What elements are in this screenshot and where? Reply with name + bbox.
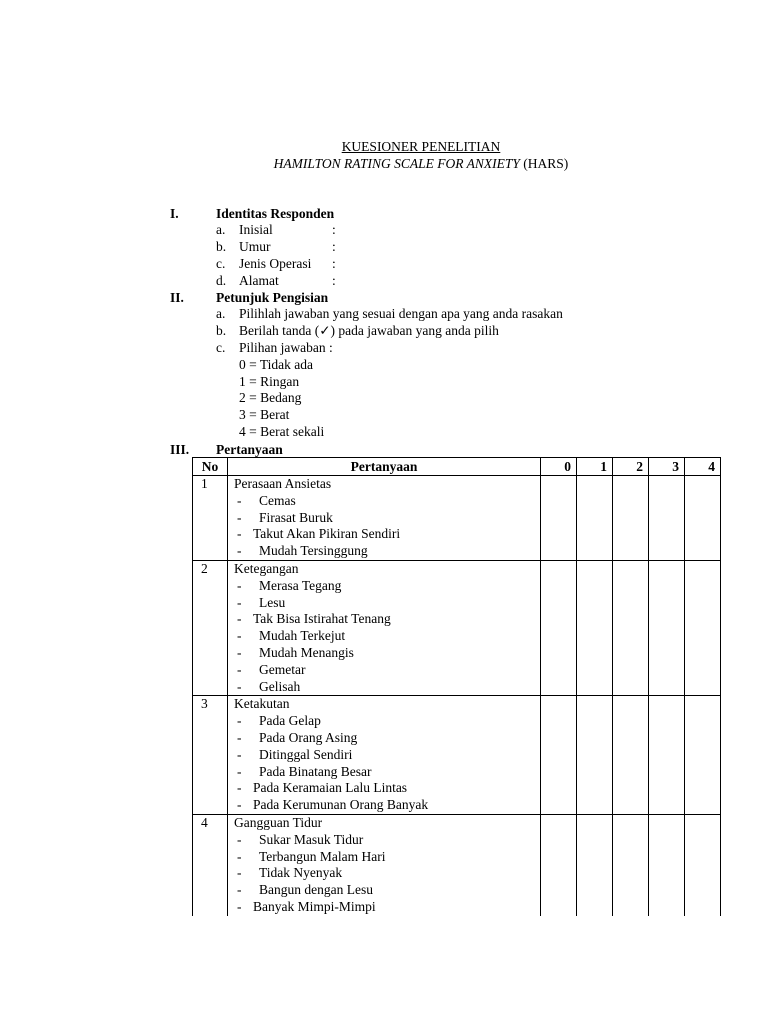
question-cell: [228, 476, 541, 561]
question-item-text: Tidak Nyenyak: [259, 865, 343, 881]
title-line-1: KUESIONER PENELITIAN: [341, 139, 501, 154]
bullet-dash-icon: -: [237, 492, 242, 508]
question-table-body: [193, 476, 721, 916]
question-item: [234, 849, 540, 866]
item-letter: b.: [216, 323, 227, 338]
item-letter: c.: [216, 340, 226, 355]
score-cell-2[interactable]: [613, 560, 649, 695]
question-item-text: Bangun dengan Lesu: [259, 882, 373, 898]
item-letter: b.: [216, 239, 227, 254]
score-cell-4[interactable]: [685, 814, 721, 915]
section-label: Identitas Responden: [216, 206, 335, 221]
score-cell-3[interactable]: [649, 560, 685, 695]
question-category: Ketakutan: [234, 696, 290, 712]
bullet-dash-icon: -: [237, 543, 242, 559]
question-item: [234, 578, 540, 595]
table-row: [193, 560, 721, 695]
score-cell-2[interactable]: [613, 814, 649, 915]
question-item-text: Tak Bisa Istirahat Tenang: [253, 611, 391, 627]
question-item: [234, 899, 540, 916]
bullet-dash-icon: -: [237, 628, 242, 644]
bullet-dash-icon: -: [237, 729, 242, 745]
score-cell-1[interactable]: [577, 696, 613, 815]
row-number: 3: [193, 696, 228, 815]
bullet-dash-icon: -: [237, 848, 242, 864]
header-score-3: 3: [649, 458, 685, 476]
header-score-4: 4: [685, 458, 721, 476]
score-cell-3[interactable]: [649, 696, 685, 815]
bullet-dash-icon: -: [237, 644, 242, 660]
score-cell-1[interactable]: [577, 476, 613, 561]
field-colon: :: [332, 222, 336, 237]
bullet-dash-icon: -: [237, 746, 242, 762]
question-item: [234, 645, 540, 662]
bullet-dash-icon: -: [237, 898, 242, 914]
title-line-2: [0, 155, 768, 172]
question-item: [234, 797, 540, 814]
header-score-1: 1: [577, 458, 613, 476]
field-colon: :: [332, 239, 336, 254]
checkmark-icon: ✓: [319, 323, 331, 338]
section-label: Pertanyaan: [216, 442, 283, 457]
section-identitas: [170, 205, 334, 222]
answer-option-4: 4 = Berat sekali: [239, 424, 325, 439]
table-row: [193, 814, 721, 915]
answer-option-0: 0 = Tidak ada: [239, 357, 313, 372]
question-item: [234, 526, 540, 543]
item-letter: a.: [216, 306, 226, 321]
question-item: [234, 628, 540, 645]
question-category: Ketegangan: [234, 560, 299, 576]
bullet-dash-icon: -: [237, 865, 242, 881]
question-item-text: Merasa Tegang: [259, 577, 342, 593]
table-row: [193, 696, 721, 815]
score-cell-0[interactable]: [541, 696, 577, 815]
item-letter: d.: [216, 273, 227, 288]
bullet-dash-icon: -: [237, 763, 242, 779]
question-item: [234, 882, 540, 899]
header-score-2: 2: [613, 458, 649, 476]
question-item: [234, 865, 540, 882]
section-number: III.: [170, 442, 190, 457]
question-item-text: Mudah Tersinggung: [259, 543, 368, 559]
field-colon: :: [332, 256, 336, 271]
question-item: [234, 764, 540, 781]
score-cell-1[interactable]: [577, 560, 613, 695]
bullet-dash-icon: -: [237, 797, 242, 813]
section-label: Petunjuk Pengisian: [216, 290, 329, 305]
bullet-dash-icon: -: [237, 526, 242, 542]
question-cell: [228, 696, 541, 815]
instruction-b: [216, 323, 499, 340]
question-item-text: Cemas: [259, 492, 296, 508]
field-label: Inisial: [239, 222, 273, 237]
answer-option-2: 2 = Bedang: [239, 390, 302, 405]
field-label: Umur: [239, 239, 271, 254]
question-item-text: Pada Orang Asing: [259, 729, 358, 745]
field-colon: :: [332, 273, 336, 288]
row-number: 4: [193, 814, 228, 915]
instruction-text: Pilihlah jawaban yang sesuai dengan apa yang anda rasakan: [239, 306, 563, 321]
field-umur[interactable]: [216, 239, 336, 256]
header-no: No: [193, 458, 228, 476]
question-cell: [228, 814, 541, 915]
answer-option-1: 1 = Ringan: [239, 374, 300, 389]
score-cell-3[interactable]: [649, 814, 685, 915]
question-cell: [228, 560, 541, 695]
field-label: Jenis Operasi: [239, 256, 312, 271]
header-question: Pertanyaan: [228, 458, 541, 476]
section-number: I.: [170, 206, 179, 221]
field-alamat[interactable]: [216, 273, 336, 290]
score-cell-4[interactable]: [685, 560, 721, 695]
bullet-dash-icon: -: [237, 509, 242, 525]
question-item-text: Pada Keramaian Lalu Lintas: [253, 780, 408, 796]
section-pertanyaan: [170, 441, 283, 458]
score-cell-0[interactable]: [541, 814, 577, 915]
answer-option-3: 3 = Berat: [239, 407, 290, 422]
bullet-dash-icon: -: [237, 594, 242, 610]
instruction-a: [216, 306, 563, 323]
question-item: [234, 510, 540, 527]
table-header-row: [193, 458, 721, 476]
score-cell-4[interactable]: [685, 476, 721, 561]
question-item-text: Lesu: [259, 594, 286, 610]
question-item: [234, 679, 540, 696]
title-abbrev: (HARS): [519, 156, 569, 171]
table-row: [193, 476, 721, 561]
instruction-text-before: Berilah tanda (: [239, 323, 320, 338]
question-item-text: Sukar Masuk Tidur: [259, 831, 364, 847]
section-number: II.: [170, 290, 184, 305]
question-category: Perasaan Ansietas: [234, 476, 332, 491]
score-cell-3[interactable]: [649, 476, 685, 561]
question-item: [234, 543, 540, 560]
question-item: [234, 747, 540, 764]
bullet-dash-icon: -: [237, 611, 242, 627]
question-item-text: Terbangun Malam Hari: [259, 848, 386, 864]
item-letter: c.: [216, 256, 226, 271]
field-label: Alamat: [239, 273, 279, 288]
instruction-text: Pilihan jawaban :: [239, 340, 333, 355]
question-item-text: Pada Kerumunan Orang Banyak: [253, 797, 429, 813]
question-item-text: Takut Akan Pikiran Sendiri: [253, 526, 401, 542]
question-item: [234, 832, 540, 849]
score-cell-1[interactable]: [577, 814, 613, 915]
header-score-0: 0: [541, 458, 577, 476]
bullet-dash-icon: -: [237, 882, 242, 898]
question-category: Gangguan Tidur: [234, 814, 323, 830]
score-cell-0[interactable]: [541, 476, 577, 561]
question-item: [234, 595, 540, 612]
score-cell-4[interactable]: [685, 696, 721, 815]
score-cell-0[interactable]: [541, 560, 577, 695]
question-item-text: Ditinggal Sendiri: [259, 746, 353, 762]
score-cell-2[interactable]: [613, 696, 649, 815]
field-inisial[interactable]: [216, 222, 336, 239]
question-item: [234, 780, 540, 797]
row-number: 2: [193, 560, 228, 695]
bullet-dash-icon: -: [237, 661, 242, 677]
question-item: [234, 730, 540, 747]
section-petunjuk: [170, 289, 328, 306]
bullet-dash-icon: -: [237, 577, 242, 593]
instruction-c: [216, 340, 333, 357]
question-item-text: Mudah Menangis: [259, 644, 354, 660]
question-item-text: Pada Binatang Besar: [259, 763, 372, 779]
bullet-dash-icon: -: [237, 713, 242, 729]
field-jenis-operasi[interactable]: [216, 256, 336, 273]
question-item-text: Mudah Terkejut: [259, 628, 346, 644]
question-item-text: Gelisah: [259, 678, 301, 694]
question-item: [234, 611, 540, 628]
bullet-dash-icon: -: [237, 678, 242, 694]
question-item: [234, 662, 540, 679]
title-scale-name: HAMILTON RATING SCALE FOR ANXIETY: [273, 156, 520, 171]
question-item: [234, 713, 540, 730]
bullet-dash-icon: -: [237, 831, 242, 847]
bullet-dash-icon: -: [237, 780, 242, 796]
question-item-text: Pada Gelap: [259, 713, 321, 729]
question-table: [192, 457, 721, 916]
question-item-text: Banyak Mimpi-Mimpi: [253, 898, 376, 914]
score-cell-2[interactable]: [613, 476, 649, 561]
row-number: 1: [193, 476, 228, 561]
document-title: [0, 138, 768, 172]
question-item: [234, 493, 540, 510]
instruction-text-after: ) pada jawaban yang anda pilih: [330, 323, 499, 338]
question-item-text: Firasat Buruk: [259, 509, 333, 525]
item-letter: a.: [216, 222, 226, 237]
question-item-text: Gemetar: [259, 661, 306, 677]
